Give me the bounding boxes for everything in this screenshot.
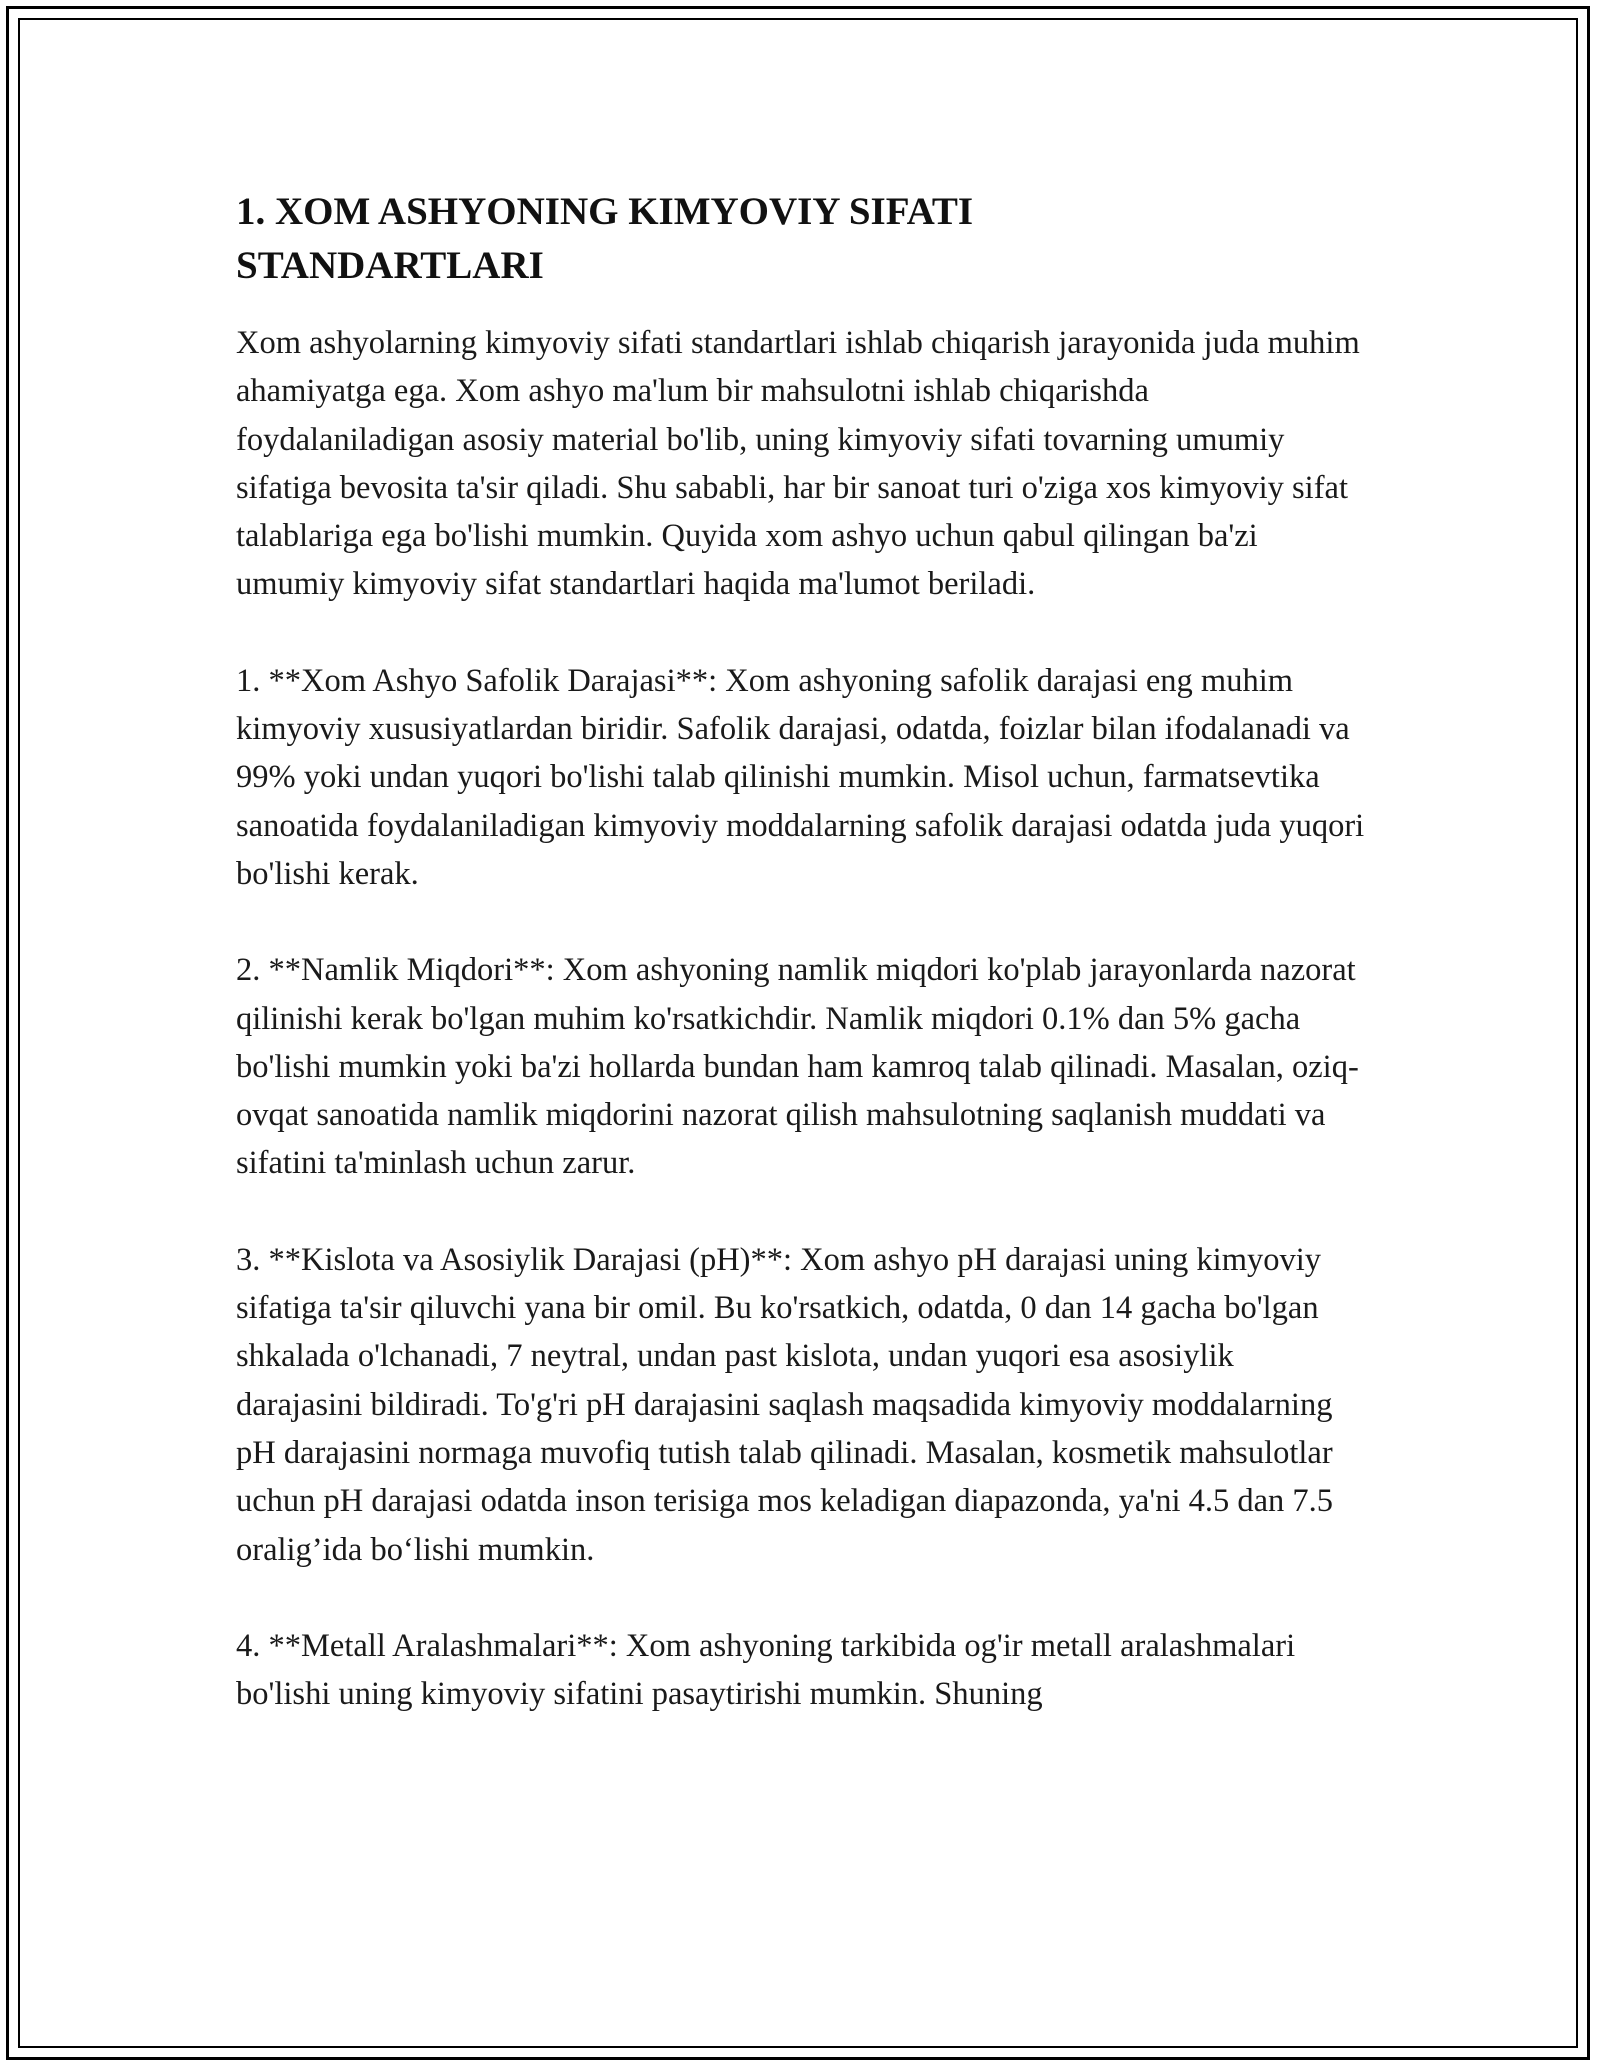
paragraph-ph: 3. **Kislota va Asosiylik Darajasi (pH)**: Xom ashyo pH darajasi uning kimyoviy sifatiga ta'sir qiluvchi yana bir omil. Bu ko'rsatkich, odatda, 0 dan 14 gacha bo'lgan shkalada o'lchanadi, 7 neytral, undan past kislota, undan yuqori esa asosiylik darajasini bildiradi. To'g'ri pH darajasini saqlash maqsadida kimyoviy moddalarning pH darajasini normaga muvofiq tutish talab qilinadi. Masalan, kosmetik mahsulotlar uchun pH darajasi odatda inson terisiga mos keladigan diapazonda, ya'ni 4.5 dan 7.5 oralig’ida bo‘lishi mumkin. bbox=[236, 1241, 1334, 1568]
paragraph-moisture: 2. **Namlik Miqdori**: Xom ashyoning namlik miqdori ko'plab jarayonlarda nazorat qilinishi kerak bo'lgan muhim ko'rsatkichdir. Namlik miqdori 0.1% dan 5% gacha bo'lishi mumkin yoki ba'zi hollarda bundan ham kamroq talab qilinadi. Masalan, oziq-ovqat sanoatida namlik miqdorini nazorat qilish mahsulotning saqlanish muddati va sifatini ta'minlash uchun zarur. bbox=[236, 952, 1359, 1182]
paragraph-purity: 1. **Xom Ashyo Safolik Darajasi**: Xom ashyoning safolik darajasi eng muhim kimyoviy xususiyatlardan biridir. Safolik darajasi, odatda, foizlar bilan ifodalanadi va 99% yoki undan yuqori bo'lishi talab qilinishi mumkin. Misol uchun, farmatsevtika sanoatida foydalaniladigan kimyoviy moddalarning safolik darajasi odatda juda yuqori bo'lishi kerak. bbox=[236, 662, 1365, 892]
document-body bbox=[236, 185, 1366, 1766]
intro-paragraph: Xom ashyolarning kimyoviy sifati standartlari ishlab chiqarish jarayonida juda muhim ahamiyatga ega. Xom ashyo ma'lum bir mahsulotni ishlab chiqarishda foydalaniladigan asosiy material bo'lib, uning kimyoviy sifati tovarning umumiy sifatiga bevosita ta'sir qiladi. Shu sababli, har bir sanoat turi o'ziga xos kimyoviy sifat talablariga ega bo'lishi mumkin. Quyida xom ashyo uchun qabul qilingan ba'zi umumiy kimyoviy sifat standartlari haqida ma'lumot beriladi. bbox=[236, 325, 1360, 603]
document-title: 1. XOM ASHYONING KIMYOVIY SIFATI STANDARTLARI bbox=[236, 190, 974, 287]
paragraph-metals: 4. **Metall Aralashmalari**: Xom ashyoning tarkibida og'ir metall aralashmalari bo'lishi uning kimyoviy sifatini pasaytirishi mumkin. Shuning bbox=[236, 1627, 1296, 1713]
